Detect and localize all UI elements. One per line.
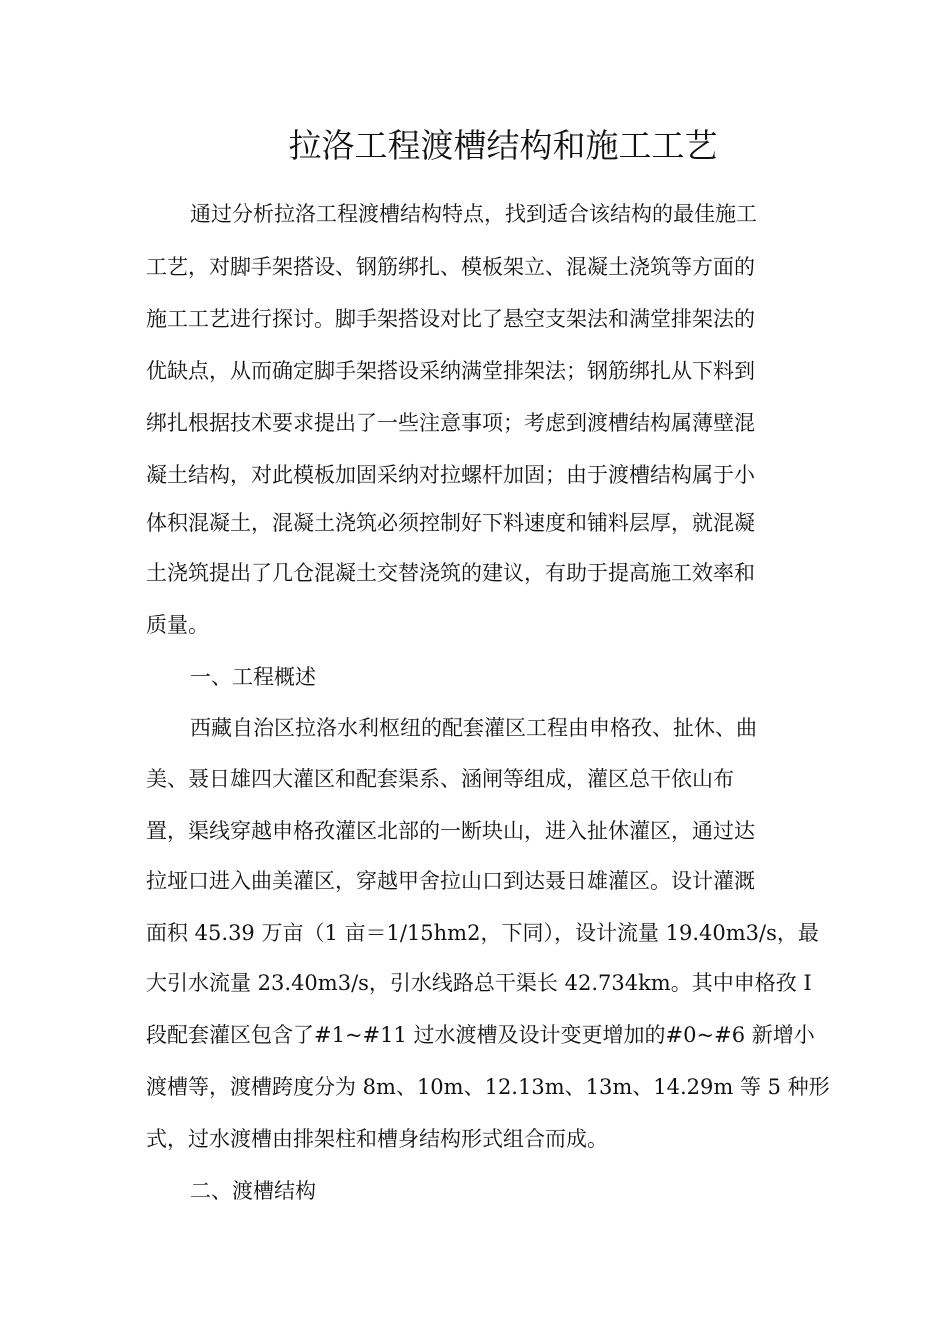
section1-line-2: 美、聂日雄四大灌区和配套渠系、涵闸等组成，灌区总干依山布 — [146, 767, 734, 791]
abstract-line-8: 土浇筑提出了几仓混凝土交替浇筑的建议，有助于提高施工效率和 — [146, 561, 755, 585]
abstract-line-7: 体积混凝土，混凝土浇筑必须控制好下料速度和铺料层厚，就混凝 — [146, 511, 755, 535]
section2-heading: 二、渡槽结构 — [190, 1179, 316, 1203]
abstract-line-9: 质量。 — [146, 613, 209, 637]
section1-line-4: 拉垭口进入曲美灌区，穿越甲舍拉山口到达聂日雄灌区。设计灌溉 — [146, 869, 755, 893]
section1-line-1: 西藏自治区拉洛水利枢纽的配套灌区工程由申格孜、扯休、曲 — [190, 716, 757, 740]
section1-line-5: 面积 45.39 万亩（1 亩＝1/15hm2，下同），设计流量 19.40m3/s，最 — [146, 921, 819, 945]
section1-heading: 一、工程概述 — [190, 665, 316, 689]
section1-line-7: 段配套灌区包含了#1~#11 过水渡槽及设计变更增加的#0~#6 新增小 — [146, 1023, 815, 1047]
document-title: 拉洛工程渡槽结构和施工工艺 — [288, 126, 718, 165]
abstract-line-2: 工艺，对脚手架搭设、钢筋绑扎、模板架立、混凝土浇筑等方面的 — [146, 255, 755, 279]
abstract-line-3: 施工工艺进行探讨。脚手架搭设对比了悬空支架法和满堂排架法的 — [146, 307, 755, 331]
abstract-line-1: 通过分析拉洛工程渡槽结构特点，找到适合该结构的最佳施工 — [190, 202, 757, 226]
section1-line-3: 置，渠线穿越申格孜灌区北部的一断块山，进入扯休灌区，通过达 — [146, 819, 755, 843]
abstract-line-5: 绑扎根据技术要求提出了一些注意事项；考虑到渡槽结构属薄壁混 — [146, 411, 755, 435]
abstract-line-4: 优缺点，从而确定脚手架搭设采纳满堂排架法；钢筋绑扎从下料到 — [146, 359, 755, 383]
section1-line-8: 渡槽等，渡槽跨度分为 8m、10m、12.13m、13m、14.29m 等 5 种形 — [146, 1075, 830, 1099]
section1-line-9: 式，过水渡槽由排架柱和槽身结构形式组合而成。 — [146, 1127, 608, 1151]
abstract-line-6: 凝土结构，对此模板加固采纳对拉螺杆加固；由于渡槽结构属于小 — [146, 463, 755, 487]
section1-line-6: 大引水流量 23.40m3/s，引水线路总干渠长 42.734km。其中申格孜 I — [146, 971, 812, 995]
